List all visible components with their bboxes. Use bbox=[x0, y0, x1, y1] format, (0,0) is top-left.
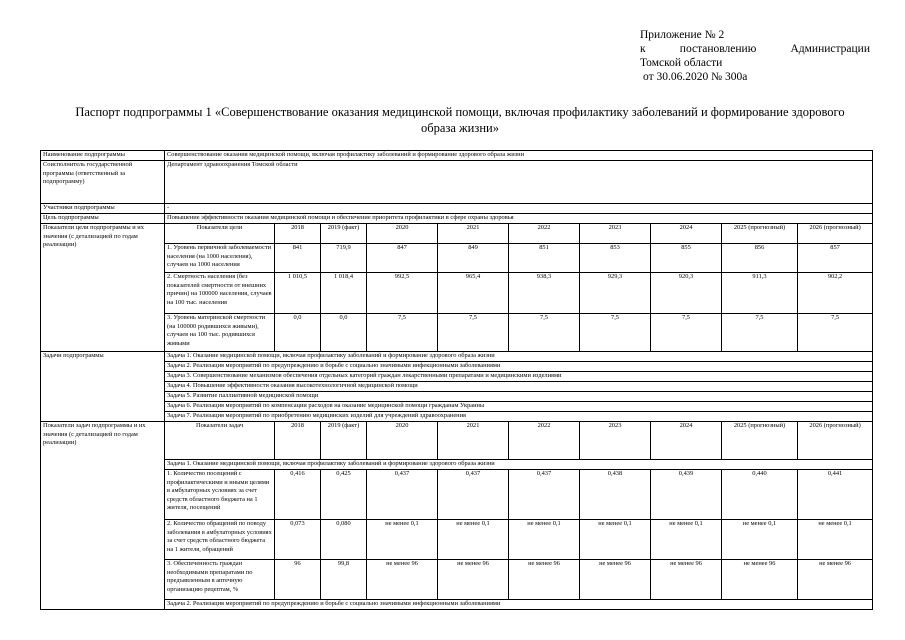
goal-indicator-value: 902,2 bbox=[798, 273, 873, 314]
task-indicator-value: 0,437 bbox=[438, 470, 509, 520]
goal-indicator-value: 965,4 bbox=[438, 273, 509, 314]
task-header-year: 2019 (факт) bbox=[321, 422, 367, 460]
task-indicator-value: 99,8 bbox=[321, 560, 367, 600]
goal-indicator-value: 929,3 bbox=[580, 273, 651, 314]
task-indicator-value: не менее 0,1 bbox=[798, 520, 873, 560]
row-coexecutor bbox=[41, 161, 873, 204]
appendix-word-resolution: постановлению bbox=[679, 43, 757, 55]
appendix-date: от 30.06.2020 № 300а bbox=[643, 71, 748, 83]
goal-indicator-value: 856 bbox=[722, 244, 798, 273]
task-item: Задача 6. Реализация мероприятий по компенсации расходов на оказание медицинской помощи гражданам Украины bbox=[165, 402, 873, 412]
row-goal bbox=[41, 214, 873, 224]
task-indicator-value: 0,437 bbox=[367, 470, 438, 520]
value-goal: Повышение эффективности оказания медицинской помощи и обеспечение приоритета профилактики в сфере охраны здоровья bbox=[165, 214, 873, 224]
task-indicators-header bbox=[41, 422, 873, 460]
goal-header-year: 2019 (факт) bbox=[321, 224, 367, 244]
task-indicator-value: 0,438 bbox=[580, 470, 651, 520]
document-title: Паспорт подпрограммы 1 «Совершенствование оказания медицинской помощи, включая профилактику заболеваний и формирование здорового образа жизни» bbox=[75, 105, 845, 135]
task-indicator-value: не менее 96 bbox=[798, 560, 873, 600]
goal-indicator-value: 1 018,4 bbox=[321, 273, 367, 314]
task-header-name: Показатели задач bbox=[165, 422, 275, 460]
task-indicator-row bbox=[41, 470, 873, 520]
task-row bbox=[41, 412, 873, 422]
task-indicator-value: 0,416 bbox=[275, 470, 321, 520]
task-indicator-value: не менее 0,1 bbox=[651, 520, 722, 560]
task-header-year: 2024 bbox=[651, 422, 722, 460]
task-row bbox=[41, 362, 873, 372]
task-item: Задача 3. Совершенствование механизмов обеспечения отдельных категорий граждан лекарственными препаратами и медицинскими изделиями bbox=[165, 372, 873, 382]
task-item: Задача 5. Развитие паллиативной медицинской помощи bbox=[165, 392, 873, 402]
task-indicator-value: не менее 0,1 bbox=[367, 520, 438, 560]
goal-indicator-value: 0,0 bbox=[321, 314, 367, 352]
task1-title: Задача 1. Оказание медицинской помощи, включая профилактику заболеваний и формирование здорового образа жизни bbox=[165, 460, 873, 470]
task2-title: Задача 2. Реализация мероприятий по предупреждению и борьбе с социально значимыми инфекционными заболеваниями bbox=[165, 600, 873, 610]
label-coexecutor: Соисполнитель государственной программы (ответственный за подпрограмму) bbox=[41, 161, 165, 204]
goal-indicator-value: 7,5 bbox=[367, 314, 438, 352]
task-indicator-value: не менее 0,1 bbox=[438, 520, 509, 560]
task-item: Задача 2. Реализация мероприятий по предупреждению и борьбе с социально значимыми инфекционными заболеваниями bbox=[165, 362, 873, 372]
label-name: Наименование подпрограммы bbox=[41, 151, 165, 161]
goal-indicator-value: 911,3 bbox=[722, 273, 798, 314]
task-indicator-value: 0,425 bbox=[321, 470, 367, 520]
goal-indicator-name: 1. Уровень первичной заболеваемости населения (на 1000 населения), случаев на 1000 населения bbox=[165, 244, 275, 273]
goal-indicator-value: 7,5 bbox=[798, 314, 873, 352]
row-name bbox=[41, 151, 873, 161]
task-indicator-row bbox=[41, 520, 873, 560]
goal-indicator-value: 849 bbox=[438, 244, 509, 273]
goal-indicator-value: 992,5 bbox=[367, 273, 438, 314]
task-indicator-value: не менее 0,1 bbox=[722, 520, 798, 560]
task-indicator-value: 0,440 bbox=[722, 470, 798, 520]
task1-title-row bbox=[41, 460, 873, 470]
goal-indicator-value: 7,5 bbox=[438, 314, 509, 352]
appendix-region: Томской области bbox=[640, 57, 723, 69]
task-indicator-value: не менее 0,1 bbox=[509, 520, 580, 560]
value-name: Совершенствование оказания медицинской помощи, включая профилактику заболеваний и формирование здорового образа жизни bbox=[165, 151, 873, 161]
goal-header-year: 2020 bbox=[367, 224, 438, 244]
task-header-year: 2018 bbox=[275, 422, 321, 460]
task-indicator-name: 1. Количество посещений с профилактическими и иными целями в амбулаторных условиях за счет средств областного бюджета на 1 жителя, посещений bbox=[165, 470, 275, 520]
label-task-indicators: Показатели задач подпрограммы и их значения (с детализацией по годам реализации) bbox=[41, 422, 165, 610]
appendix-resolution-line bbox=[640, 42, 870, 56]
passport-table bbox=[40, 150, 873, 610]
goal-indicator-name: 3. Уровень материнской смертности (на 100000 родившихся живыми), случаев на 100 тыс. родившихся живыми bbox=[165, 314, 275, 352]
appendix-word-administration: Администрации bbox=[790, 43, 870, 55]
task-row bbox=[41, 352, 873, 362]
task-indicator-value: 0,437 bbox=[509, 470, 580, 520]
goal-header-name: Показатели цели bbox=[165, 224, 275, 244]
goal-indicator-value: 0,0 bbox=[275, 314, 321, 352]
goal-header-year: 2025 (прогнозный) bbox=[722, 224, 798, 244]
label-goal-indicators: Показатели цели подпрограммы и их значения (с детализацией по годам реализации) bbox=[41, 224, 165, 352]
task-indicator-value: не менее 96 bbox=[580, 560, 651, 600]
value-participants: - bbox=[165, 204, 873, 214]
task-indicator-value: 0,080 bbox=[321, 520, 367, 560]
goal-indicator-value: 7,5 bbox=[509, 314, 580, 352]
goal-header-year: 2026 (прогнозный) bbox=[798, 224, 873, 244]
value-coexecutor: Департамент здравоохранения Томской области bbox=[165, 161, 873, 204]
task-indicator-value: 96 bbox=[275, 560, 321, 600]
task-indicator-name: 3. Обеспеченность граждан необходимыми препаратами по предъявленным в аптечную организацию рецептам, % bbox=[165, 560, 275, 600]
task-indicator-value: не менее 96 bbox=[651, 560, 722, 600]
task-indicator-value: не менее 96 bbox=[438, 560, 509, 600]
task-row bbox=[41, 372, 873, 382]
task-indicator-value: 0,073 bbox=[275, 520, 321, 560]
task-indicator-row bbox=[41, 560, 873, 600]
goal-indicator-name: 2. Смертность населения (без показателей смертности от внешних причин) на 100000 населения, случаев на 100 тыс. населения bbox=[165, 273, 275, 314]
task-header-year: 2021 bbox=[438, 422, 509, 460]
task-indicator-value: не менее 0,1 bbox=[580, 520, 651, 560]
goal-header-year: 2018 bbox=[275, 224, 321, 244]
task-header-year: 2020 bbox=[367, 422, 438, 460]
task-item: Задача 1. Оказание медицинской помощи, включая профилактику заболеваний и формирование здорового образа жизни bbox=[165, 352, 873, 362]
goal-indicator-value: 7,5 bbox=[651, 314, 722, 352]
task-header-year: 2026 (прогнозный) bbox=[798, 422, 873, 460]
goal-indicator-value: 841 bbox=[275, 244, 321, 273]
task-indicator-value: 0,441 bbox=[798, 470, 873, 520]
task-indicator-value: не менее 96 bbox=[722, 560, 798, 600]
goal-header-year: 2023 bbox=[580, 224, 651, 244]
goal-indicator-value: 920,3 bbox=[651, 273, 722, 314]
goal-indicator-value: 857 bbox=[798, 244, 873, 273]
task-row bbox=[41, 392, 873, 402]
appendix-word-k: к bbox=[640, 43, 646, 55]
goal-indicator-row bbox=[41, 314, 873, 352]
task-indicator-value: не менее 96 bbox=[509, 560, 580, 600]
task-header-year: 2025 (прогнозный) bbox=[722, 422, 798, 460]
label-participants: Участники подпрограммы bbox=[41, 204, 165, 214]
row-participants bbox=[41, 204, 873, 214]
goal-indicator-value: 7,5 bbox=[580, 314, 651, 352]
goal-header-year: 2024 bbox=[651, 224, 722, 244]
goal-indicator-value: 853 bbox=[580, 244, 651, 273]
task2-title-row bbox=[41, 600, 873, 610]
goal-indicator-row bbox=[41, 273, 873, 314]
label-tasks: Задачи подпрограммы bbox=[41, 352, 165, 422]
label-goal: Цель подпрограммы bbox=[41, 214, 165, 224]
task-header-year: 2023 bbox=[580, 422, 651, 460]
task-indicator-value: не менее 96 bbox=[367, 560, 438, 600]
goal-indicators-header bbox=[41, 224, 873, 244]
task-row bbox=[41, 402, 873, 412]
task-item: Задача 7. Реализация мероприятий по приобретению медицинских изделий для учреждений здравоохранения bbox=[165, 412, 873, 422]
task-indicator-value: 0,439 bbox=[651, 470, 722, 520]
goal-indicator-value: 851 bbox=[509, 244, 580, 273]
goal-indicator-value: 847 bbox=[367, 244, 438, 273]
goal-indicator-value: 855 bbox=[651, 244, 722, 273]
task-indicator-name: 2. Количество обращений по поводу заболевания в амбулаторных условиях за счет средств областного бюджета на 1 жителя, обращений bbox=[165, 520, 275, 560]
goal-header-year: 2022 bbox=[509, 224, 580, 244]
goal-indicator-row bbox=[41, 244, 873, 273]
appendix-number: Приложение № 2 bbox=[640, 29, 725, 41]
appendix-block bbox=[640, 28, 870, 84]
task-row bbox=[41, 382, 873, 392]
goal-indicator-value: 7,5 bbox=[722, 314, 798, 352]
goal-indicator-value: 1 010,5 bbox=[275, 273, 321, 314]
task-item: Задача 4. Повышение эффективности оказания высокотехнологичной медицинской помощи bbox=[165, 382, 873, 392]
goal-indicator-value: 938,3 bbox=[509, 273, 580, 314]
goal-header-year: 2021 bbox=[438, 224, 509, 244]
task-header-year: 2022 bbox=[509, 422, 580, 460]
goal-indicator-value: 719,9 bbox=[321, 244, 367, 273]
